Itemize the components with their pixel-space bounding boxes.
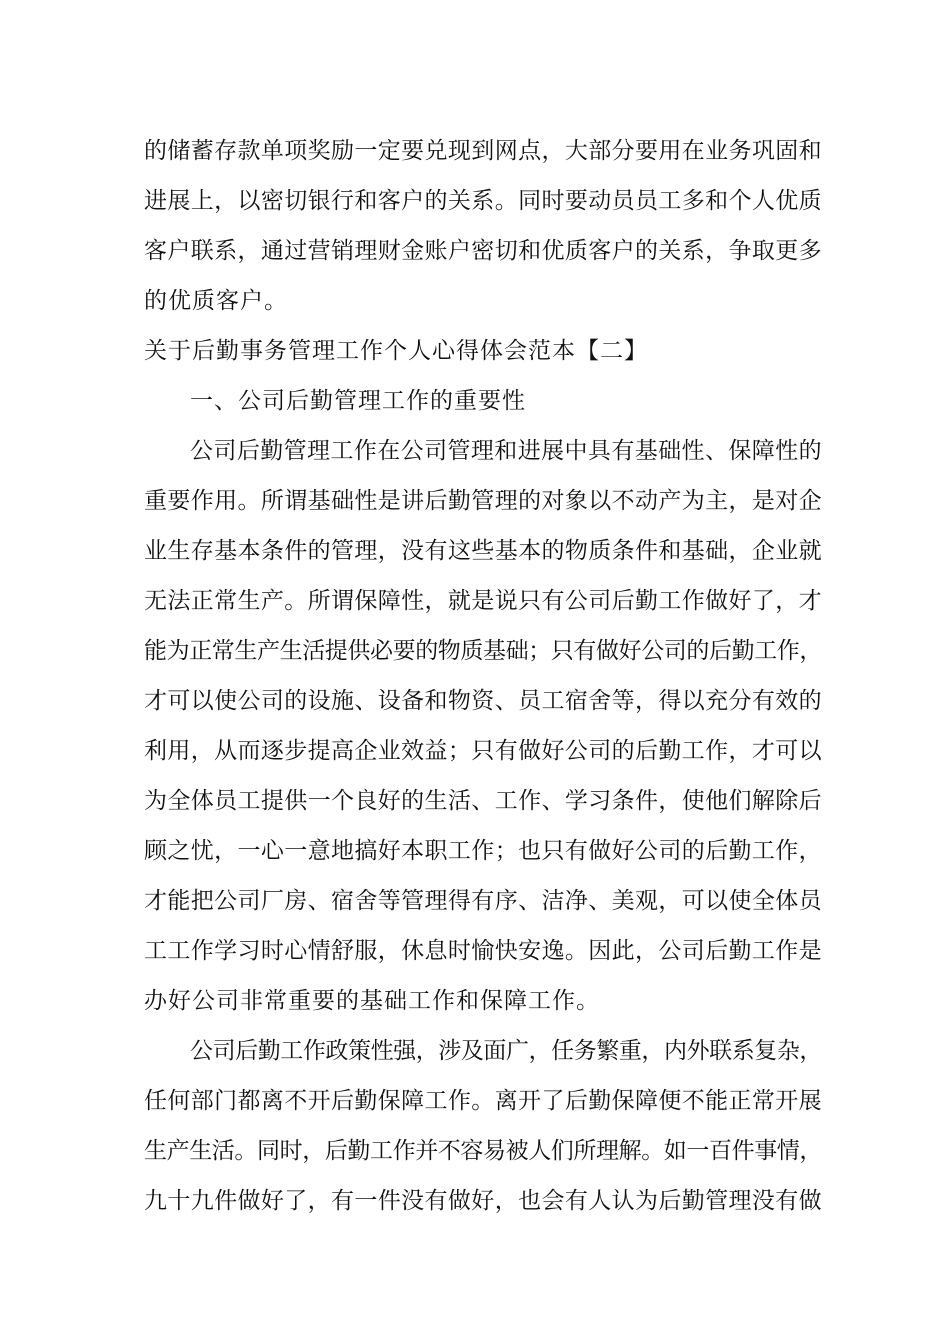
paragraph-line: 工工作学习时心情舒服，休息时愉快安逸。因此，公司后勤工作是 — [144, 938, 822, 964]
section-heading: 关于后勤事务管理工作个人心得体会范本【二】 — [144, 338, 648, 364]
paragraph-line: 九十九件做好了，有一件没有做好，也会有人认为后勤管理没有做 — [144, 1188, 822, 1214]
paragraph-line: 的储蓄存款单项奖励一定要兑现到网点，大部分要用在业务巩固和 — [144, 138, 822, 164]
paragraph-line: 利用，从而逐步提高企业效益；只有做好公司的后勤工作，才可以 — [144, 738, 822, 764]
paragraph-line: 才可以使公司的设施、设备和物资、员工宿舍等，得以充分有效的 — [144, 688, 822, 714]
paragraph-line: 业生存基本条件的管理，没有这些基本的物质条件和基础，企业就 — [144, 538, 822, 564]
paragraph-line: 能为正常生产生活提供必要的物质基础；只有做好公司的后勤工作， — [144, 638, 823, 664]
paragraph-line: 任何部门都离不开后勤保障工作。离开了后勤保障便不能正常开展 — [144, 1088, 822, 1114]
paragraph-line: 生产生活。同时，后勤工作并不容易被人们所理解。如一百件事情， — [144, 1138, 823, 1164]
paragraph-line: 办好公司非常重要的基础工作和保障工作。 — [144, 988, 600, 1014]
paragraph-line: 顾之忧，一心一意地搞好本职工作；也只有做好公司的后勤工作， — [144, 838, 822, 864]
paragraph-line: 的优质客户。 — [144, 288, 288, 314]
paragraph-line: 公司后勤工作政策性强，涉及面广，任务繁重，内外联系复杂， — [190, 1038, 823, 1064]
subsection-heading: 一、公司后勤管理工作的重要性 — [190, 388, 526, 414]
paragraph-line: 公司后勤管理工作在公司管理和进展中具有基础性、保障性的 — [190, 438, 822, 464]
paragraph-line: 进展上，以密切银行和客户的关系。同时要动员员工多和个人优质 — [144, 188, 822, 214]
paragraph-line: 为全体员工提供一个良好的生活、工作、学习条件，使他们解除后 — [144, 788, 822, 814]
paragraph-line: 客户联系，通过营销理财金账户密切和优质客户的关系，争取更多 — [144, 238, 822, 264]
paragraph-line: 无法正常生产。所谓保障性，就是说只有公司后勤工作做好了，才 — [144, 588, 822, 614]
paragraph-line: 重要作用。所谓基础性是讲后勤管理的对象以不动产为主，是对企 — [144, 488, 822, 514]
paragraph-line: 才能把公司厂房、宿舍等管理得有序、洁净、美观，可以使全体员 — [144, 888, 822, 914]
